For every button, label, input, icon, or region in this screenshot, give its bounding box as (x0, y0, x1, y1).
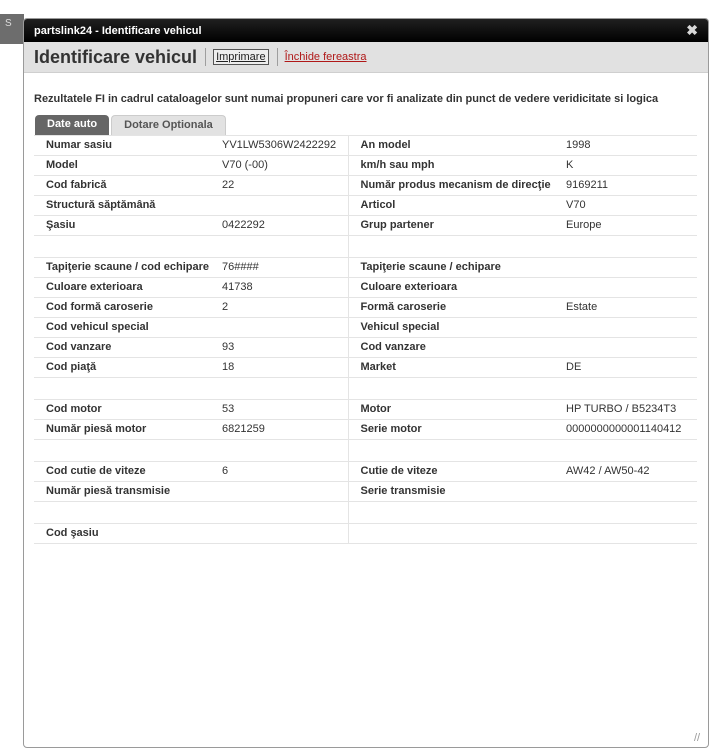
field-label: Tapiţerie scaune / echipare (348, 258, 554, 278)
field-value: K (554, 156, 697, 176)
header-separator (277, 48, 278, 66)
field-label: Market (348, 358, 554, 378)
field-label: Cod vanzare (348, 338, 554, 358)
page-title: Identificare vehicul (34, 46, 198, 67)
field-value (554, 278, 697, 298)
field-label: Motor (348, 400, 554, 420)
print-button[interactable]: Imprimare (213, 49, 269, 65)
field-value (554, 338, 697, 358)
field-value (554, 440, 697, 462)
table-row (34, 420, 697, 440)
dialog-titlebar[interactable] (24, 19, 708, 42)
dialog-header (24, 42, 708, 73)
field-value (210, 482, 348, 502)
table-row (34, 176, 697, 196)
field-value (210, 318, 348, 338)
field-value (210, 378, 348, 400)
field-value: 6 (210, 462, 348, 482)
field-value (554, 482, 697, 502)
vehicle-identification-dialog (23, 18, 709, 748)
field-value: Estate (554, 298, 697, 318)
field-label: An model (348, 136, 554, 156)
field-label (34, 236, 210, 258)
field-value: HP TURBO / B5234T3 (554, 400, 697, 420)
background-tab-label: S (5, 18, 12, 29)
field-label (348, 524, 554, 544)
field-label: Cutie de viteze (348, 462, 554, 482)
field-value: DE (554, 358, 697, 378)
field-value (210, 236, 348, 258)
field-value: V70 (-00) (210, 156, 348, 176)
close-icon[interactable]: ✖ (686, 22, 698, 38)
table-row (34, 400, 697, 420)
field-label: Serie motor (348, 420, 554, 440)
field-value: 41738 (210, 278, 348, 298)
field-value: 18 (210, 358, 348, 378)
field-value: 93 (210, 338, 348, 358)
field-label: Vehicul special (348, 318, 554, 338)
table-spacer-row (34, 440, 697, 462)
field-label (34, 502, 210, 524)
field-value: 1998 (554, 136, 697, 156)
field-label: km/h sau mph (348, 156, 554, 176)
field-value (554, 318, 697, 338)
field-label: Număr piesă transmisie (34, 482, 210, 502)
field-label: Culoare exterioara (348, 278, 554, 298)
field-label (34, 440, 210, 462)
field-label: Structură săptămână (34, 196, 210, 216)
close-window-link[interactable]: Închide fereastra (284, 51, 367, 63)
table-row (34, 318, 697, 338)
field-label: Numar sasiu (34, 136, 210, 156)
dialog-title: partslink24 - Identificare vehicul (34, 24, 202, 37)
vehicle-data-table (34, 135, 697, 544)
field-label (34, 378, 210, 400)
table-row (34, 136, 697, 156)
field-label: Şasiu (34, 216, 210, 236)
field-label: Număr produs mecanism de direcţie (348, 176, 554, 196)
table-spacer-row (34, 378, 697, 400)
field-value: Europe (554, 216, 697, 236)
field-label: Cod vanzare (34, 338, 210, 358)
tab-dotare-optionala[interactable]: Dotare Optionala (111, 115, 226, 135)
table-row (34, 358, 697, 378)
field-value: 22 (210, 176, 348, 196)
field-label: Articol (348, 196, 554, 216)
field-label (348, 236, 554, 258)
table-spacer-row (34, 236, 697, 258)
field-label: Cod motor (34, 400, 210, 420)
field-label (348, 502, 554, 524)
table-row (34, 258, 697, 278)
field-value: YV1LW5306W2422292 (210, 136, 348, 156)
tab-bar (35, 115, 708, 135)
field-label: Număr piesă motor (34, 420, 210, 440)
field-label: Culoare exterioara (34, 278, 210, 298)
table-row (34, 216, 697, 236)
field-value (554, 378, 697, 400)
field-value (554, 502, 697, 524)
field-value: 53 (210, 400, 348, 420)
table-row (34, 196, 697, 216)
field-value (210, 502, 348, 524)
tab-date-auto[interactable]: Date auto (35, 115, 109, 135)
field-label (348, 378, 554, 400)
field-value: AW42 / AW50-42 (554, 462, 697, 482)
table-row (34, 524, 697, 544)
field-label: Cod cutie de viteze (34, 462, 210, 482)
table-row (34, 338, 697, 358)
field-label: Cod piaţă (34, 358, 210, 378)
header-separator (205, 48, 206, 66)
field-value (554, 524, 697, 544)
table-row (34, 482, 697, 502)
field-value (210, 440, 348, 462)
field-value: V70 (554, 196, 697, 216)
table-row (34, 156, 697, 176)
field-value: 9169211 (554, 176, 697, 196)
field-value (554, 236, 697, 258)
field-value: 76#### (210, 258, 348, 278)
field-value: 0000000000001140412 (554, 420, 697, 440)
resize-grip-icon[interactable]: // (694, 732, 701, 744)
field-label: Grup partener (348, 216, 554, 236)
field-label: Cod formă caroserie (34, 298, 210, 318)
field-value: 6821259 (210, 420, 348, 440)
table-row (34, 278, 697, 298)
field-label: Cod fabrică (34, 176, 210, 196)
field-label (348, 440, 554, 462)
disclaimer-text: Rezultatele FI in cadrul cataloagelor sunt numai propuneri care vor fi analizate din punct de vedere veridicitate si logica (34, 93, 659, 105)
field-label: Model (34, 156, 210, 176)
table-row (34, 462, 697, 482)
table-row (34, 298, 697, 318)
field-label: Tapiţerie scaune / cod echipare (34, 258, 210, 278)
field-value (210, 196, 348, 216)
field-value (554, 258, 697, 278)
field-label: Cod vehicul special (34, 318, 210, 338)
field-label: Formă caroserie (348, 298, 554, 318)
field-label: Cod şasiu (34, 524, 210, 544)
table-spacer-row (34, 502, 697, 524)
field-value: 2 (210, 298, 348, 318)
field-value (210, 524, 348, 544)
field-label: Serie transmisie (348, 482, 554, 502)
background-tab[interactable] (0, 14, 24, 44)
field-value: 0422292 (210, 216, 348, 236)
